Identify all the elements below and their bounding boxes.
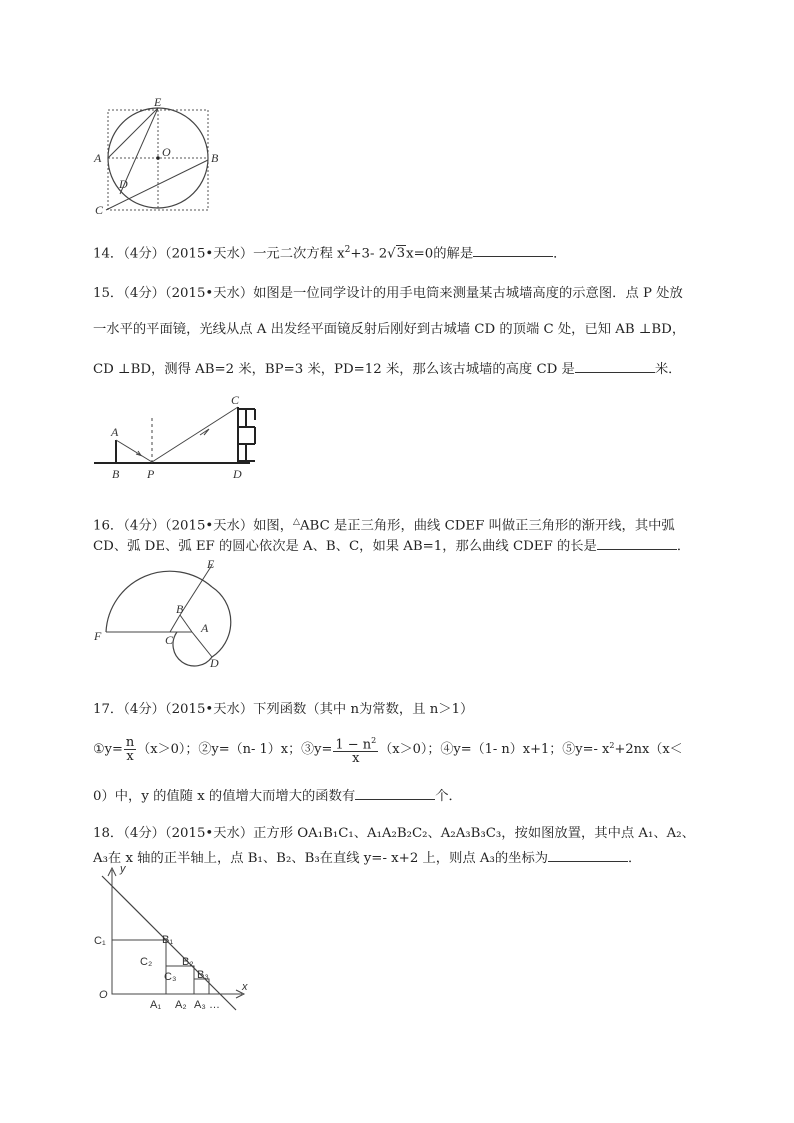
label-F: F bbox=[94, 629, 102, 643]
answer-blank bbox=[473, 242, 553, 257]
label-E: E bbox=[154, 95, 162, 109]
question-14: 14．（4分）（2015•天水）一元二次方程 $x^2+3-$ 2√3x=0的解是 ． bbox=[93, 241, 566, 263]
label-B: B bbox=[176, 602, 184, 616]
question-17-line-1: 17．（4分）（2015•天水）下列函数（其中 n为常数，且 n＞1） bbox=[93, 702, 474, 717]
label-C: C bbox=[95, 203, 104, 217]
answer-blank bbox=[575, 358, 655, 373]
answer-blank bbox=[355, 785, 435, 800]
circle-figure bbox=[92, 96, 222, 218]
label-C: C bbox=[165, 633, 174, 647]
question-16-line-2: CD、弧 DE、弧 EF 的圆心依次是 A、B、C，如果 AB=1，那么曲线 CDEF 的长是 ． bbox=[93, 535, 690, 556]
label-O: O bbox=[162, 145, 171, 159]
label-C1: C₁ bbox=[94, 935, 106, 947]
label-D: D bbox=[233, 467, 242, 481]
answer-blank bbox=[548, 847, 628, 862]
question-15-line-2: 一水平的平面镜，光线从点 A 出发经平面镜反射后刚好到古城墙 CD 的顶端 C 处，已知 AB ⊥BD， bbox=[93, 322, 686, 337]
question-15-line-3: CD ⊥BD，测得 AB=2 米，BP=3 米，PD=12 米，那么该古城墙的高度 CD 是 米． bbox=[93, 358, 681, 379]
label-y: y bbox=[120, 863, 126, 875]
label-A2: A₂ bbox=[175, 999, 187, 1011]
label-P: P bbox=[147, 467, 155, 481]
label-A1: A₁ bbox=[150, 999, 162, 1011]
label-A: A bbox=[94, 151, 102, 165]
fraction: $\frac{1 - n^2}{x}$ bbox=[335, 736, 377, 767]
question-15-line-1: 15．（4分）（2015•天水）如图是一位同学设计的用手电筒来测量某古城墙高度的示意图．点 P 处放 bbox=[93, 286, 683, 301]
question-17-line-3: 0）中，y 的值随 x 的值增大而增大的函数有 个． bbox=[93, 785, 462, 806]
label-x: x bbox=[242, 981, 248, 993]
label-C3: C₃ bbox=[164, 971, 177, 983]
label-E: E bbox=[207, 557, 215, 571]
label-A: A bbox=[111, 425, 119, 439]
wall-figure bbox=[92, 392, 267, 484]
label-B3: B₃ bbox=[197, 969, 209, 981]
label-C: C bbox=[231, 393, 240, 407]
involute-figure bbox=[92, 558, 252, 673]
question-18-line-2: A₃在 x 轴的正半轴上，点 B₁、B₂、B₃在直线 y=- x+2 上，则点 A₃的坐标为 ． bbox=[93, 847, 641, 868]
label-D: D bbox=[210, 656, 219, 670]
sqrt-sign: √ bbox=[387, 246, 396, 262]
answer-blank bbox=[597, 535, 677, 550]
label-B2: B₂ bbox=[182, 956, 194, 968]
fraction: $\frac{n}{x}$ bbox=[125, 735, 135, 765]
label-B1: B₁ bbox=[162, 934, 174, 946]
label-B: B bbox=[211, 151, 219, 165]
label-dots: … bbox=[209, 999, 220, 1011]
question-18-line-1: 18．（4分）（2015•天水）正方形 OA₁B₁C₁、A₁A₂B₂C₂、A₂A₃B₃C₃，按如图放置，其中点 A₁、A₂、 bbox=[93, 826, 695, 841]
label-O: O bbox=[99, 989, 108, 1001]
label-D: D bbox=[119, 177, 128, 191]
question-16-line-1: 16．（4分）（2015•天水）如图，△ABC 是正三角形，曲线 CDEF 叫做正三角形的渐开线，其中弧 bbox=[93, 517, 675, 534]
label-B: B bbox=[112, 467, 120, 481]
label-A3: A₃ bbox=[194, 999, 206, 1011]
label-C2: C₂ bbox=[140, 956, 153, 968]
question-17-line-2: ①y= $\frac{n}{x}$ （x＞0）；②y=（n- 1）x；③y= $\frac{1 - n^2}{x}$ （x＞0）；④y=（1- n）x+1；⑤y=- $x^2+2nx(x<$ bbox=[93, 735, 683, 767]
squares-figure bbox=[92, 862, 257, 1012]
label-A: A bbox=[201, 621, 209, 635]
